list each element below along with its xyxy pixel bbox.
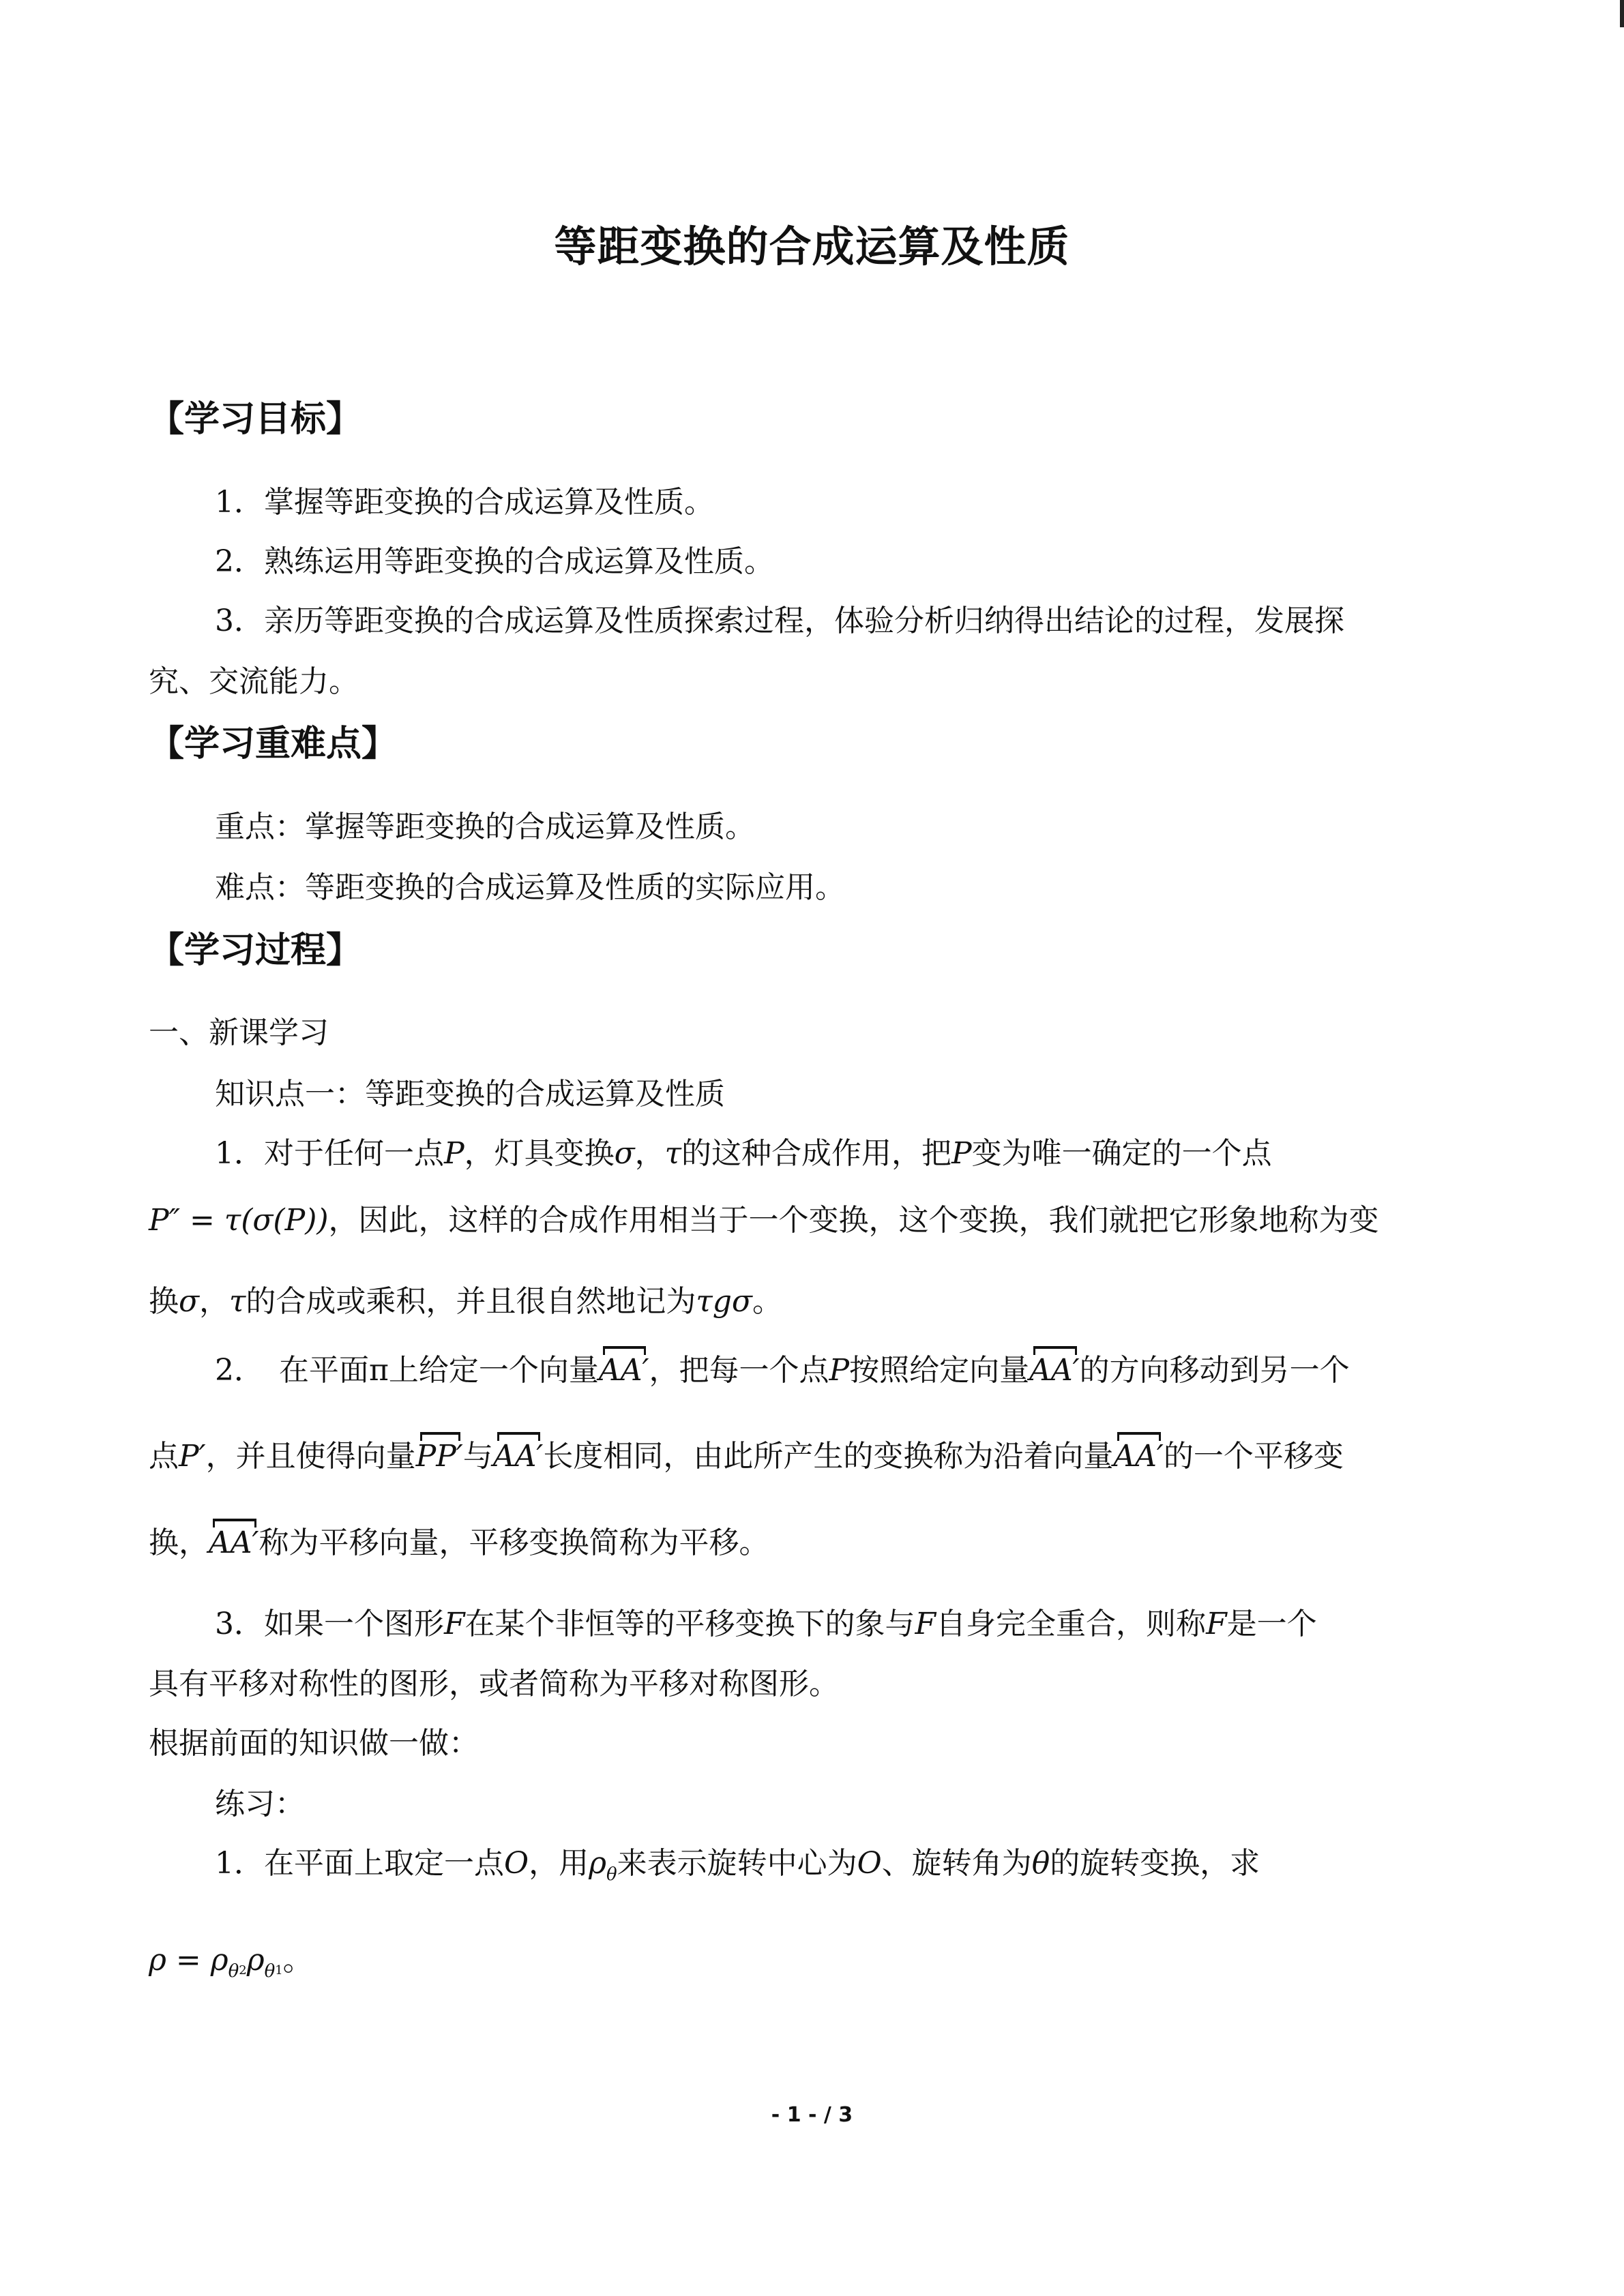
difficult-point: 难点：等距变换的合成运算及性质的实际应用。 xyxy=(215,870,845,905)
goal-item-1: 1．掌握等距变换的合成运算及性质。 xyxy=(215,485,714,520)
var-theta: θ xyxy=(1031,1846,1050,1881)
important-point: 重点：掌握等距变换的合成运算及性质。 xyxy=(215,809,755,844)
var-f: F xyxy=(444,1607,465,1641)
page-number: - 1 - / 3 xyxy=(771,2103,853,2127)
var-p: P xyxy=(951,1136,972,1171)
para1-line2: P″ = τ(σ(P))，因此，这样的合成作用相当于一个变换，这个变换，我们就把它形象地称为变 xyxy=(149,1203,1379,1238)
formula-product: τgσ xyxy=(696,1284,752,1319)
goal-item-3: 3．亲历等距变换的合成运算及性质探索过程，体验分析归纳得出结论的过程，发展探 xyxy=(215,603,1344,638)
vector-aa: AA′ xyxy=(1113,1439,1164,1474)
heading-goals: 【学习目标】 xyxy=(149,399,362,440)
var-f: F xyxy=(915,1607,936,1641)
practice-label: 练习： xyxy=(215,1787,305,1821)
heading-process: 【学习过程】 xyxy=(149,930,362,971)
para3-line2: 具有平移对称性的图形，或者简称为平移对称图形。 xyxy=(149,1667,839,1701)
vector-aa: AA′ xyxy=(598,1353,649,1388)
formula-composition: P″ = τ(σ(P)) xyxy=(149,1203,329,1238)
vector-pp: PP′ xyxy=(415,1439,463,1474)
page-title: 等距变换的合成运算及性质 xyxy=(554,222,1070,271)
rho-theta: ρ xyxy=(589,1846,606,1881)
var-f: F xyxy=(1206,1607,1227,1641)
vector-aa: AA′ xyxy=(1029,1353,1080,1388)
exercise-1-formula: $\rho = \rho_\theta 2\rho_\theta 1$。 xyxy=(149,1943,313,1982)
heading-key-points: 【学习重难点】 xyxy=(149,724,398,764)
var-tau: τ xyxy=(664,1136,681,1171)
practice-intro: 根据前面的知识做一做： xyxy=(149,1726,479,1761)
var-sigma: σ xyxy=(179,1284,200,1319)
var-sigma: σ xyxy=(614,1136,635,1171)
para3-line1: 3．如果一个图形F在某个非恒等的平移变换下的象与F自身完全重合，则称F是一个 xyxy=(215,1607,1317,1641)
goal-item-2: 2．熟练运用等距变换的合成运算及性质。 xyxy=(215,544,774,579)
var-p: P xyxy=(444,1136,464,1171)
goal-item-3-cont: 究、交流能力。 xyxy=(149,664,359,699)
para1-line3: 换σ，τ的合成或乘积，并且很自然地记为τgσ。 xyxy=(149,1284,782,1319)
exercise-1-line1: 1．在平面上取定一点O，用$\rho_\theta$来表示旋转中心为O、旋转角为θ的旋转变换，求 xyxy=(215,1846,1260,1885)
para2-line1: 2． 在平面π上给定一个向量AA′，把每一个点P按照给定向量AA′的方向移动到另一个 xyxy=(215,1353,1350,1388)
vector-aa: AA′ xyxy=(492,1439,544,1474)
var-tau: τ xyxy=(229,1284,246,1319)
part-new-lesson: 一、新课学习 xyxy=(149,1015,329,1050)
var-o: O xyxy=(504,1846,529,1881)
var-o: O xyxy=(857,1846,882,1881)
para1-line1: 1．对于任何一点P，灯具变换σ，τ的这种合成作用，把P变为唯一确定的一个点 xyxy=(215,1136,1272,1171)
var-p: P xyxy=(829,1353,850,1388)
vector-aa: AA′ xyxy=(209,1525,259,1560)
para2-line3: 换，AA′称为平移向量，平移变换简称为平移。 xyxy=(149,1525,769,1560)
var-p-prime: P′ xyxy=(179,1439,206,1474)
para2-line2: 点P′，并且使得向量PP′与AA′长度相同，由此所产生的变换称为沿着向量AA′的一个平移变 xyxy=(149,1439,1344,1474)
knowledge-point-1: 知识点一：等距变换的合成运算及性质 xyxy=(215,1077,725,1112)
page-edge-mark xyxy=(1620,0,1624,27)
